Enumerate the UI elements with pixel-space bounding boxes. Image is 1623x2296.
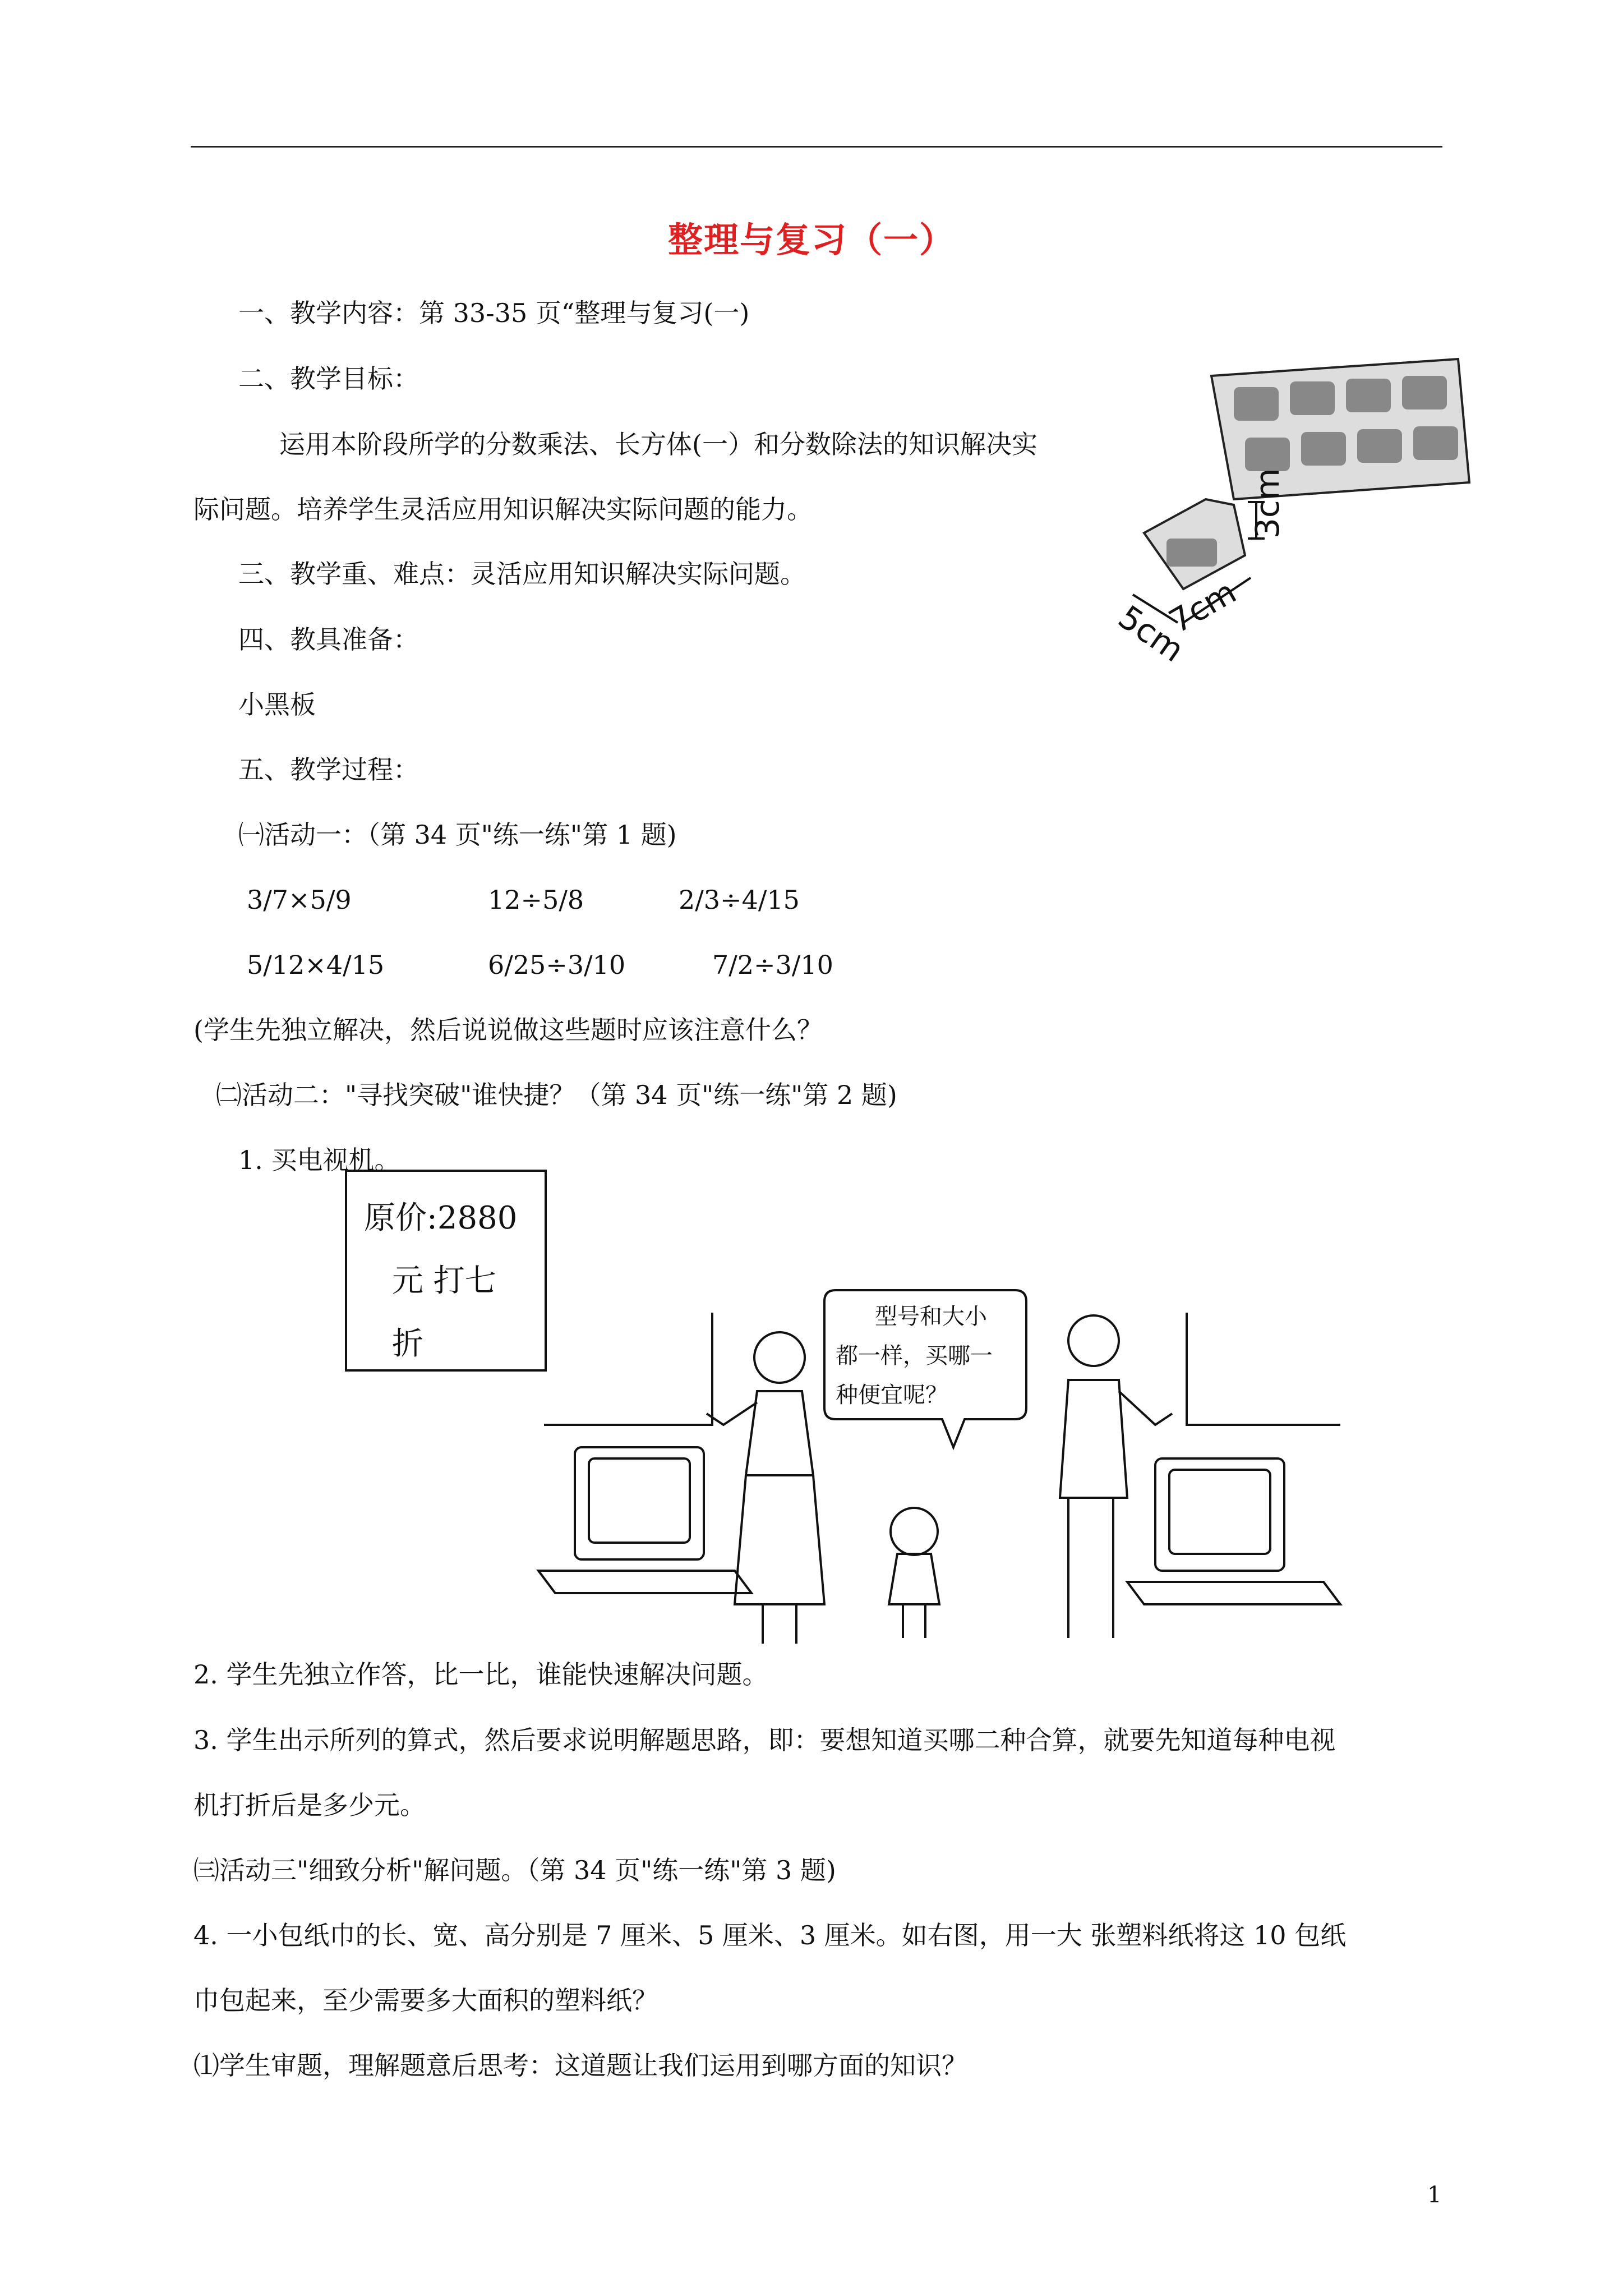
teaching-content: 一、教学内容：第 33-35 页“整理与复习(一) bbox=[238, 298, 750, 328]
exercise-5: 6/25÷3/10 bbox=[488, 950, 626, 980]
teaching-goals-heading: 二、教学目标： bbox=[238, 364, 419, 394]
height-label: 3cm bbox=[1248, 468, 1287, 539]
header-rule bbox=[191, 146, 1442, 148]
price-line-2: 元 打七 bbox=[392, 1263, 496, 1299]
page-title: 整理与复习（一） bbox=[667, 219, 955, 260]
exercise-1: 3/7×5/9 bbox=[247, 885, 352, 915]
tv-shopping-illustration bbox=[522, 1290, 1346, 1655]
item-tissue-line2: 巾包起来，至少需要多大面积的塑料纸？ bbox=[193, 1985, 658, 2016]
activity-one-note: (学生先独立解决，然后说说做这些题时应该注意什么？ bbox=[193, 1015, 823, 1045]
price-box bbox=[345, 1170, 547, 1372]
item-compare: 2. 学生先独立作答，比一比，谁能快速解决问题。 bbox=[193, 1659, 768, 1690]
item-think: ⑴学生审题，理解题意后思考：这道题让我们运用到哪方面的知识？ bbox=[193, 2050, 967, 2081]
bubble-line-1: 型号和大小 bbox=[875, 1304, 987, 1329]
teaching-goals-line2: 际问题。培养学生灵活应用知识解决实际问题的能力。 bbox=[193, 494, 813, 524]
price-line-1: 原价:2880 bbox=[364, 1200, 518, 1236]
item-explain-line1: 3. 学生出示所列的算式，然后要求说明解题思路，即：要想知道买哪二种合算，就要先知道每种电视 bbox=[193, 1725, 1336, 1755]
exercise-2: 12÷5/8 bbox=[488, 885, 584, 915]
length-label: 7cm bbox=[1163, 572, 1243, 641]
activity-one: ㈠活动一：（第 34 页"练一练"第 1 题) bbox=[238, 820, 677, 850]
item-tissue-line1: 4. 一小包纸巾的长、宽、高分别是 7 厘米、5 厘米、3 厘米。如右图，用一大 张塑料纸将这 10 包纸 bbox=[193, 1920, 1347, 1950]
exercise-6: 7/2÷3/10 bbox=[712, 950, 833, 980]
materials-heading: 四、教具准备： bbox=[238, 624, 419, 655]
bubble-line-2: 都一样，买哪一 bbox=[836, 1343, 993, 1369]
price-line-3: 折 bbox=[392, 1326, 423, 1362]
bubble-line-3: 种便宜呢？ bbox=[836, 1382, 948, 1408]
item-buy-tv: 1. 买电视机。 bbox=[238, 1145, 400, 1175]
materials-item: 小黑板 bbox=[238, 689, 316, 720]
process-heading: 五、教学过程： bbox=[238, 754, 419, 785]
item-explain-line2: 机打折后是多少元。 bbox=[193, 1790, 426, 1820]
key-points: 三、教学重、难点：灵活应用知识解决实际问题。 bbox=[238, 559, 806, 589]
activity-three: ㈢活动三"细致分析"解问题。（第 34 页"练一练"第 3 题) bbox=[193, 1855, 836, 1885]
exercise-4: 5/12×4/15 bbox=[247, 950, 385, 980]
width-label: 5cm bbox=[1111, 597, 1191, 670]
activity-two: ㈡活动二："寻找突破"谁快捷？（第 34 页"练一练"第 2 题) bbox=[216, 1080, 897, 1110]
tissue-box-figure bbox=[1111, 353, 1481, 670]
teaching-goals-line1: 运用本阶段所学的分数乘法、长方体(一）和分数除法的知识解决实 bbox=[279, 429, 1038, 459]
exercise-3: 2/3÷4/15 bbox=[679, 885, 800, 915]
page-number: 1 bbox=[1427, 2182, 1442, 2208]
